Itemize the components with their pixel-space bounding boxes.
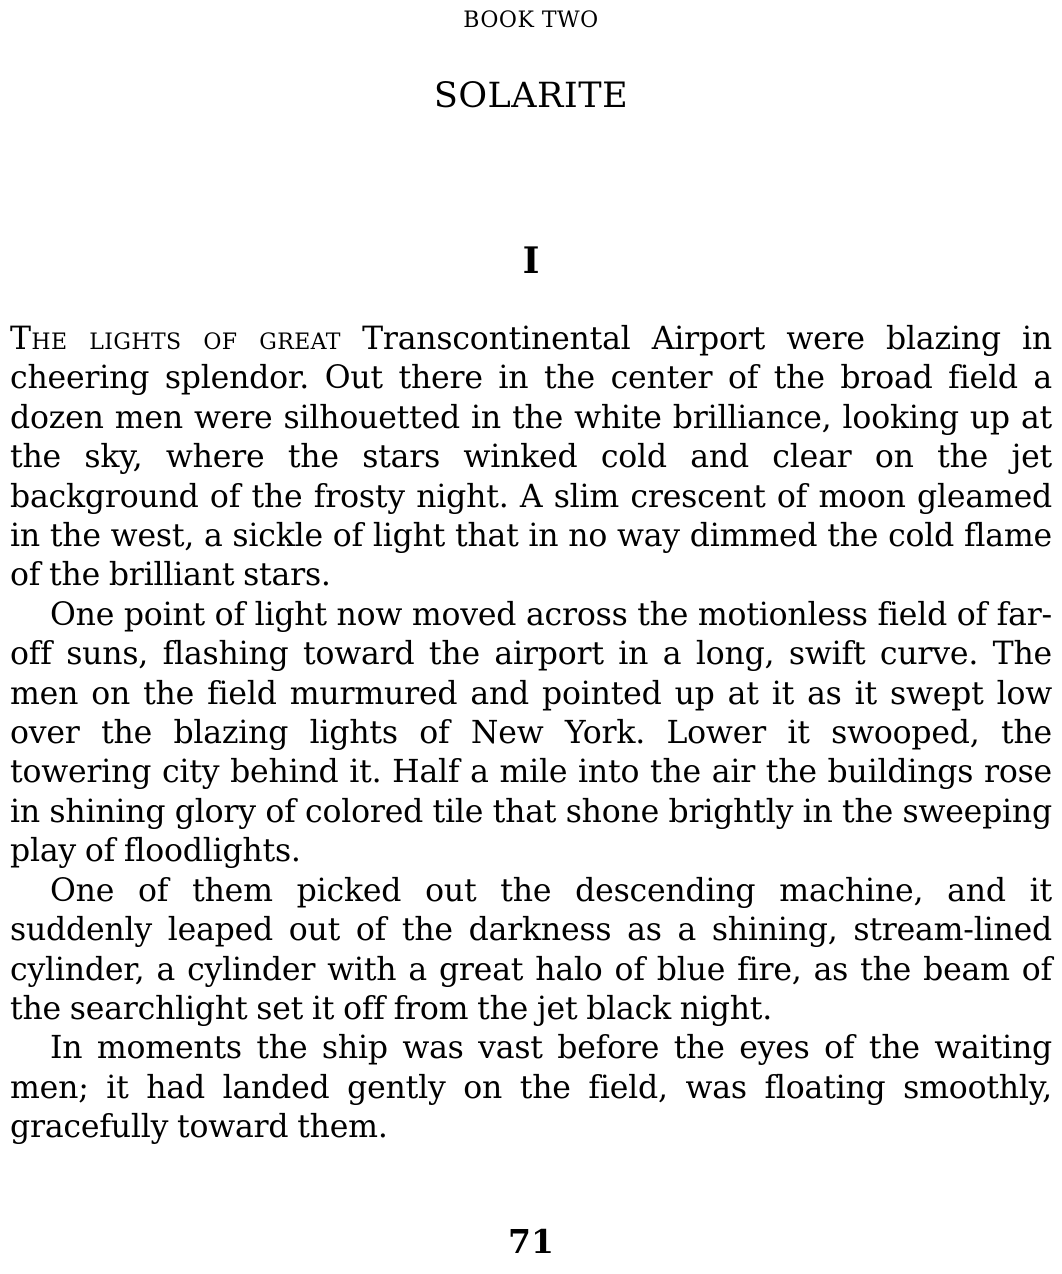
chapter-number: I [522, 240, 540, 282]
opening-small-caps: The lights of great [10, 321, 341, 357]
chapter-body [10, 320, 1052, 1148]
page-number: 71 [508, 1222, 554, 1261]
paragraph-3: One of them picked out the descending machine, and it suddenly leaped out of the darkness as a shining, stream-lined cylinder, a cylinder with a great halo of blue fire, as the beam of the searchlight set it off from the jet black night. [10, 872, 1052, 1027]
book-part-label: BOOK TWO [463, 8, 599, 33]
paragraph-1-text: Transcontinental Airport were blazing in cheering splendor. Out there in the center of the broad field a dozen men were silhouetted in the white brilliance, looking up at the sky, where the stars winked cold and clear on the jet background of the frosty night. A slim crescent of moon gleamed in the west, a sickle of light that in no way dimmed the cold flame of the brilliant stars. [10, 321, 1052, 594]
paragraph-1 [10, 320, 1052, 596]
paragraph-4: In moments the ship was vast before the eyes of the waiting men; it had landed gently on the field, was floating smoothly, gracefully toward them. [10, 1030, 1052, 1146]
paragraph-2: One point of light now moved across the motionless field of far-off suns, flashing toward the airport in a long, swift curve. The men on the field murmured and pointed up at it as it swept low over the blazing lights of New York. Lower it swooped, the towering city behind it. Half a mile into the air the buildings rose in shining glory of colored tile that shone brightly in the sweeping play of floodlights. [10, 596, 1052, 870]
book-part-title: SOLARITE [433, 76, 629, 116]
